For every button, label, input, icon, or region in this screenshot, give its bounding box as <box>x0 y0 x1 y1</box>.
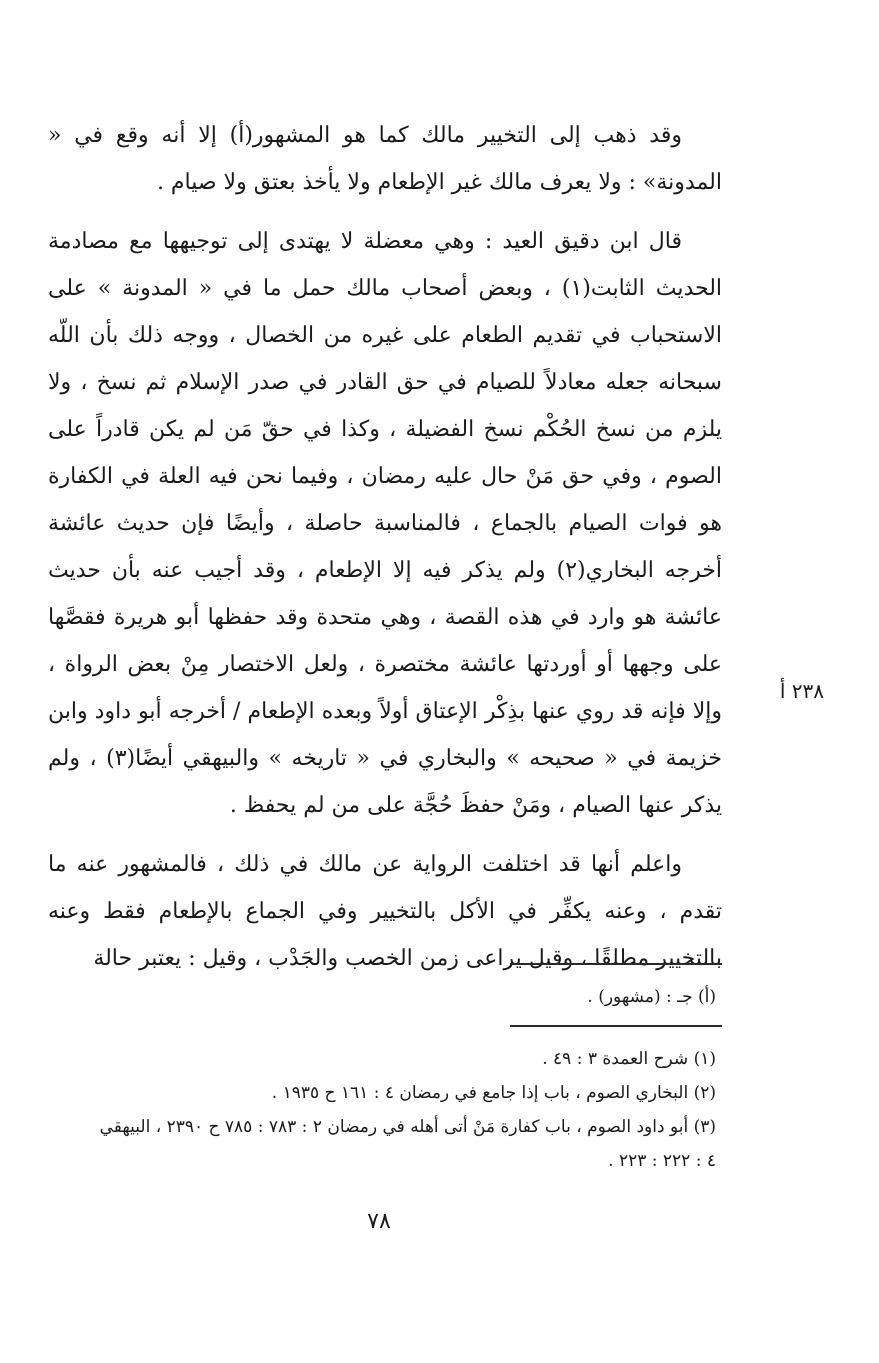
paragraph-2: قال ابن دقيق العيد : وهي معضلة لا يهتدى إلى توجيهها مع مصادمة الحديث الثابت(١) ، وبعض أصحاب مالك حمل ما في « المدونة » على الاستحباب في تقديم الطعام على غيره من الخصال ، ووجه ذلك بأن اللّه سبحانه جعله معادلاً للصيام في حق القادر في صدر الإسلام ثم نسخ ، ولا يلزم من نسخ الحُكْم نسخ الفضيلة ، وكذا في حقّ مَن لم يكن قادراً على الصوم ، وفي حق مَنْ حال عليه رمضان ، وفيما نحن فيه العلة في الكفارة هو فوات الصيام بالجماع ، فالمناسبة حاصلة ، وأيضًا فإن حديث عائشة أخرجه البخاري(٢) ولم يذكر فيه إلا الإطعام ، وقد أجيب عنه بأن حديث عائشة هو وارد في هذه القصة ، وهي متحدة وقد حفظها أبو هريرة فقصَّها على وجهها أو أوردتها عائشة مختصرة ، ولعل الاختصار مِنْ بعض الرواة ، وإلا فإنه قد روي عنها بذِكْر الإعتاق أولاً وبعده الإطعام / أخرجه أبو داود وابن خزيمة في « صحيحه » والبخاري في « تاريخه » والبيهقي أيضًا(٣) ، ولم يذكر عنها الصيام ، ومَنْ حفظَ حُجَّة على من لم يحفظ . <box>48 229 723 818</box>
page-number: ٧٨ <box>367 1209 391 1234</box>
footnote-divider-2 <box>510 1025 722 1027</box>
footnote-3 <box>48 1110 716 1178</box>
main-text <box>48 112 722 982</box>
footnotes <box>48 1042 716 1178</box>
footnote-3-line-1: (٣) أبو داود الصوم ، باب كفارة مَنْ أتى أهله في رمضان ٢ : ٧٨٣ : ٧٨٥ ح ٢٣٩٠ ، البيهقي <box>99 1117 716 1137</box>
variant-note: (أ) جـ : (مشهور) . <box>587 987 716 1007</box>
footnote-2: (٢) البخاري الصوم ، باب إذا جامع في رمضان ٤ : ١٦١ ح ١٩٣٥ . <box>271 1083 716 1103</box>
footnote-3-line-2: ٤ : ٢٢٢ : ٢٢٣ . <box>608 1151 716 1171</box>
paragraph-1: وقد ذهب إلى التخيير مالك كما هو المشهور(أ) إلا أنه وقع في « المدونة» : ولا يعرف مالك غير الإطعام ولا يأخذ بعتق ولا صيام . <box>48 123 722 195</box>
manuscript-folio-marker: ٢٣٨ أ <box>779 679 824 703</box>
paragraph-3: واعلم أنها قد اختلفت الرواية عن مالك في ذلك ، فالمشهور عنه ما تقدم ، وعنه يكفِّر في الأكل بالتخيير وفي الجماع بالإطعام فقط وعنه بالتخيير مطلقًا ، وقيل يراعى زمن الخصب والجَدْب ، وقيل : يعتبر حالة <box>48 852 722 971</box>
footnote-divider-1 <box>510 963 722 965</box>
footnote-1: (١) شرح العمدة ٣ : ٤٩ . <box>542 1049 716 1069</box>
